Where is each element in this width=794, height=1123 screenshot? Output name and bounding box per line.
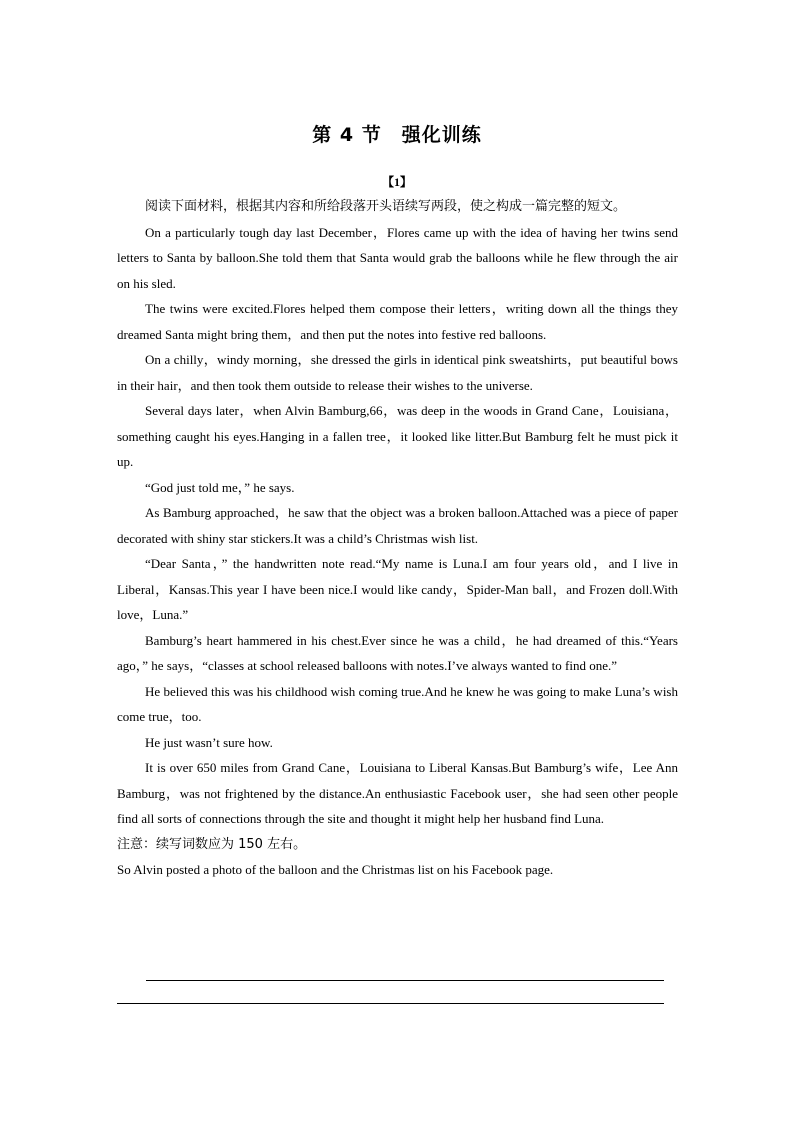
answer-line[interactable] xyxy=(146,980,664,981)
word-count-note: 注意：续写词数应为 150 左右。 xyxy=(117,836,307,852)
paragraph: He just wasn’t sure how. xyxy=(145,734,273,750)
paragraph: “Dear Santa，” the handwritten note read.“My name is Luna.I am four years old，and I live in Liberal，Kansas.This year I have been nice.I would like candy，Spider-Man ball，and Frozen doll.With love，Luna.” xyxy=(117,556,678,622)
paragraph: “God just told me，” he says. xyxy=(145,479,295,495)
instruction-text: 阅读下面材料，根据其内容和所给段落开头语续写两段，使之构成一篇完整的短文。 xyxy=(145,199,627,214)
paragraph: Several days later，when Alvin Bamburg,66，was deep in the woods in Grand Cane，Louisiana，something caught his eyes.Hanging in a fallen tree，it looked like litter.But Bamburg felt he must pick it up. xyxy=(117,403,678,469)
paragraph: On a chilly，windy morning，she dressed the girls in identical pink sweatshirts，put beautiful bows in their hair，and then took them outside to release their wishes to the universe. xyxy=(117,352,678,393)
continuation-prompt: So Alvin posted a photo of the balloon and the Christmas list on his Facebook page. xyxy=(117,862,554,877)
answer-line[interactable] xyxy=(117,1003,664,1004)
article-body xyxy=(117,194,678,883)
paragraph: It is over 650 miles from Grand Cane，Louisiana to Liberal Kansas.But Bamburg’s wife，Lee Ann Bamburg，was not frightened by the distance.An enthusiastic Facebook user，she had seen other people find all sorts of connections through the site and thought it might help her husband find Luna. xyxy=(117,760,678,826)
section-number: 【1】 xyxy=(381,175,412,189)
page-title: 第 4 节 强化训练 xyxy=(312,124,482,146)
paragraph: On a particularly tough day last December，Flores came up with the idea of having her twins send letters to Santa by balloon.She told them that Santa would grab the balloons while he flew through the air on his sled. xyxy=(117,224,678,291)
paragraph: As Bamburg approached，he saw that the object was a broken balloon.Attached was a piece of paper decorated with shiny star stickers.It was a child’s Christmas wish list. xyxy=(117,505,678,546)
paragraph: Bamburg’s heart hammered in his chest.Ever since he was a child，he had dreamed of this.“Years ago，” he says，“classes at school released balloons with notes.I’ve always wanted to find one.” xyxy=(117,632,678,673)
paragraph: The twins were excited.Flores helped them compose their letters，writing down all the things they dreamed Santa might bring them，and then put the notes into festive red balloons. xyxy=(117,301,678,342)
paragraph: He believed this was his childhood wish coming true.And he knew he was going to make Luna’s wish come true，too. xyxy=(117,683,678,724)
